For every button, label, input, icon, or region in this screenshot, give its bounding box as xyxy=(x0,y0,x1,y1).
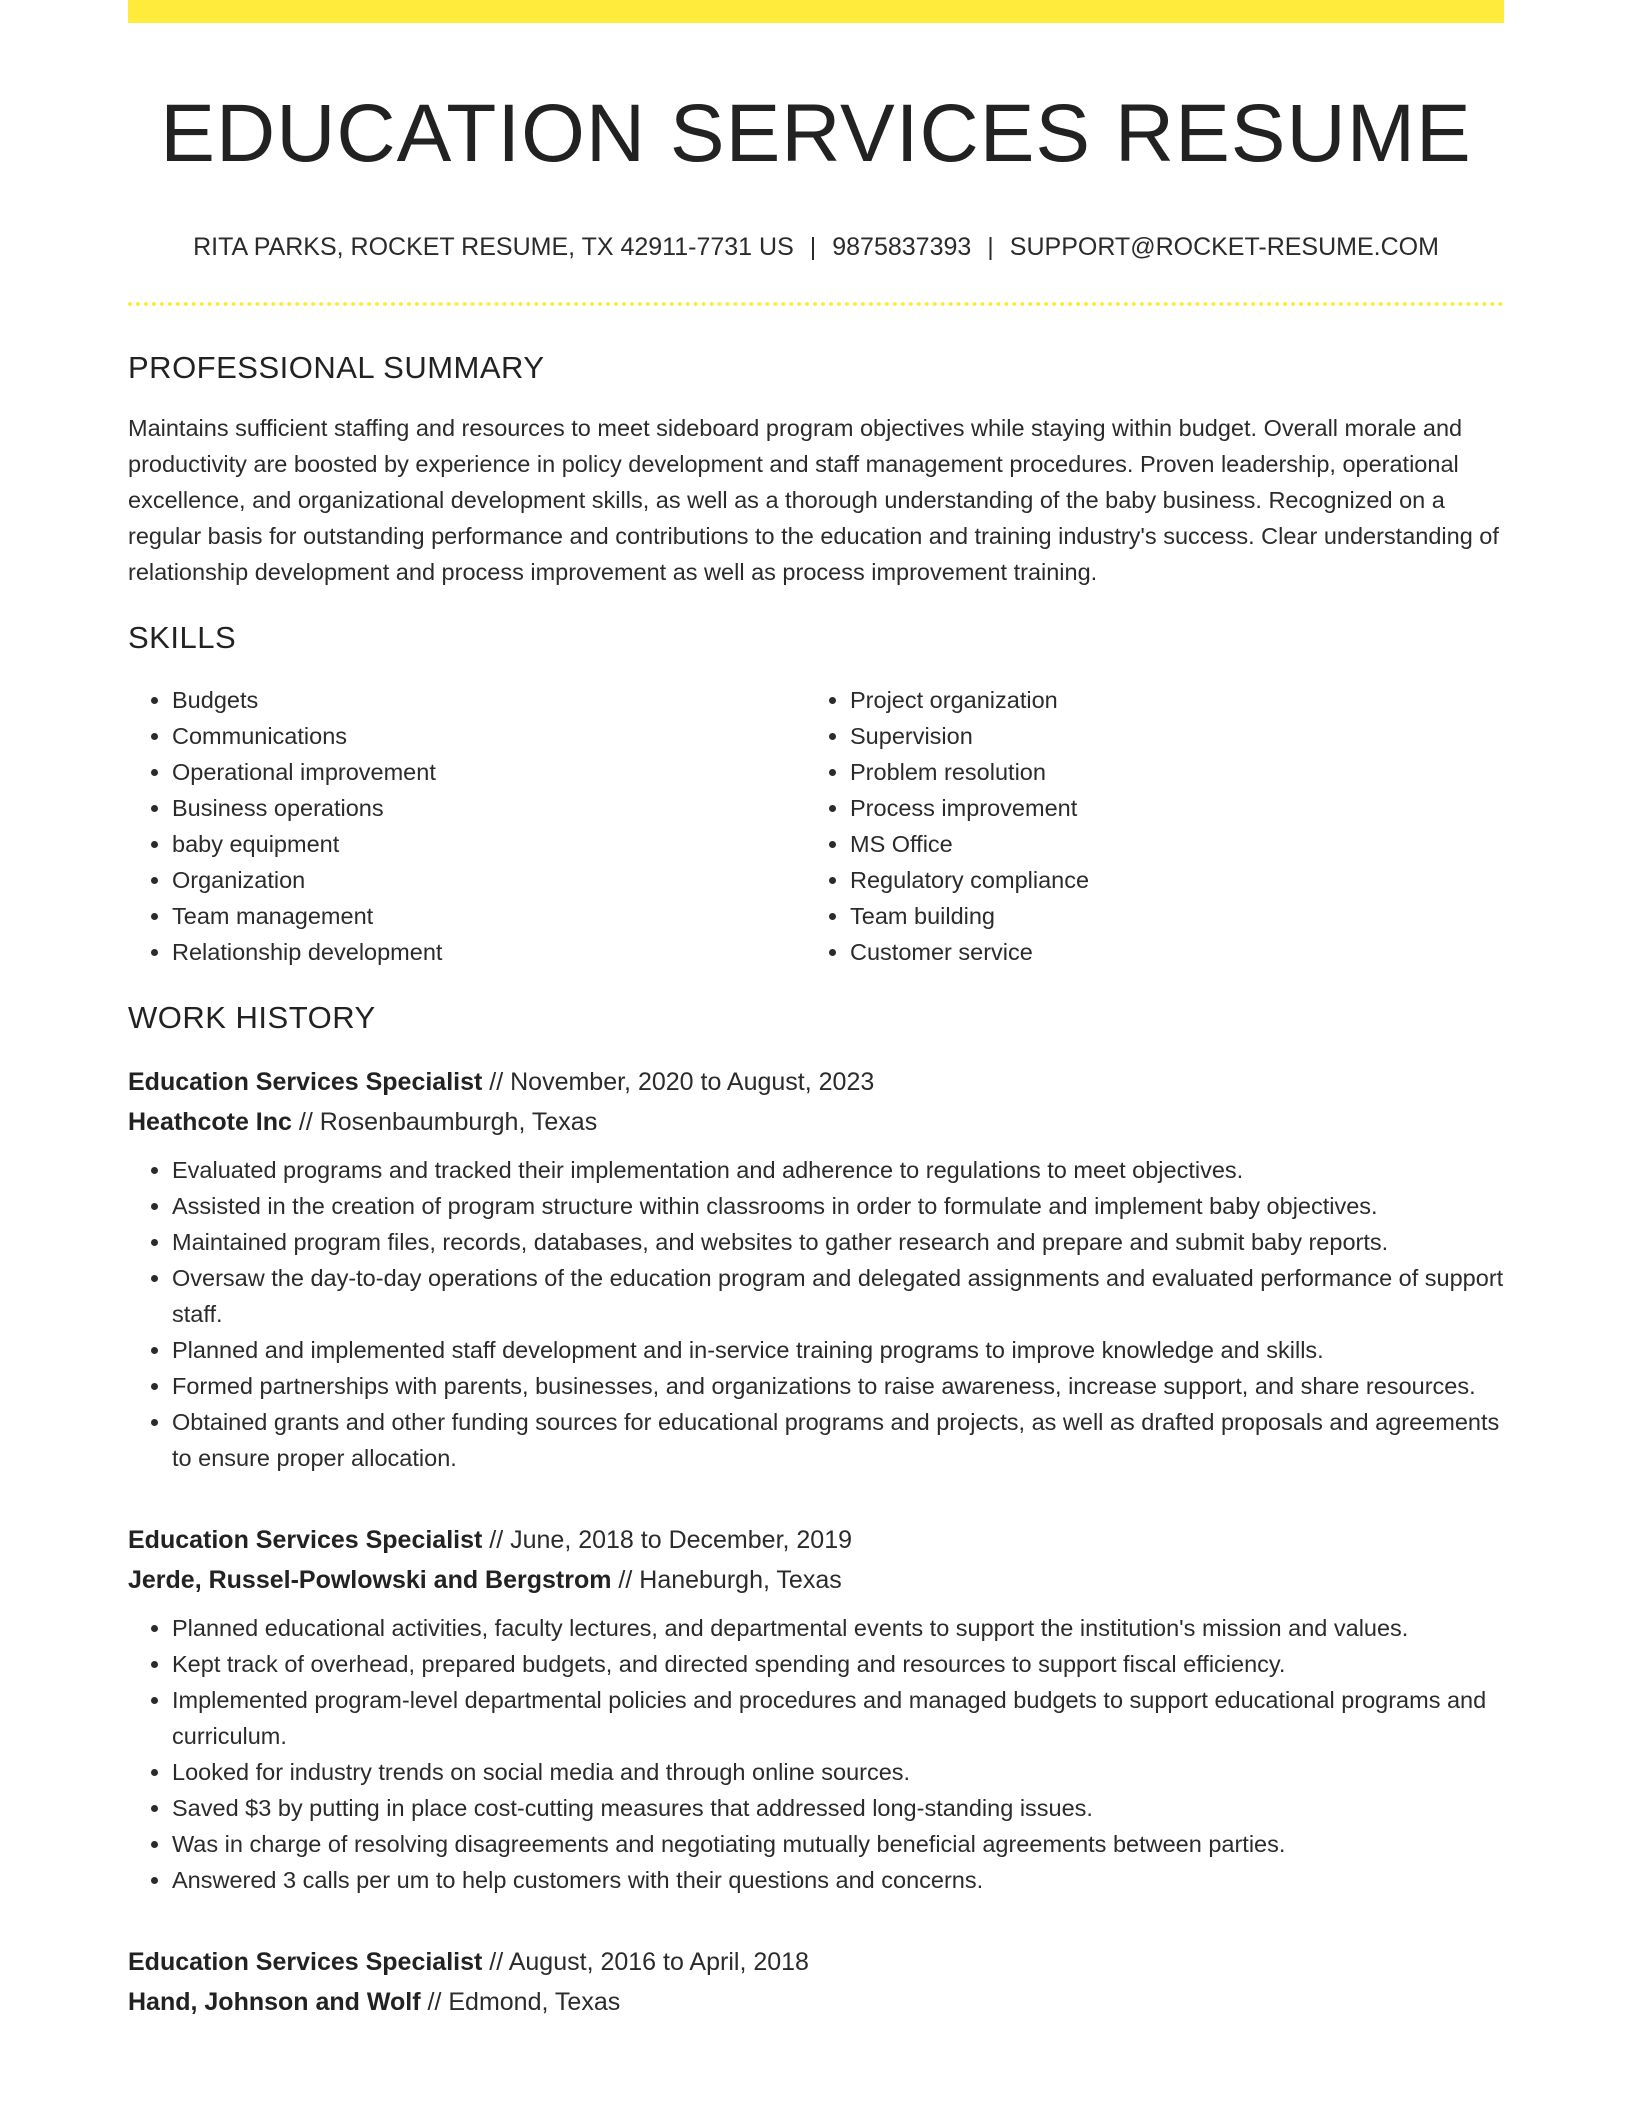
job-bullet: • Assisted in the creation of program structure within classrooms in order to formulate and implement baby objectives. xyxy=(172,1188,1504,1224)
job-entry xyxy=(128,1520,1504,1898)
page-title: EDUCATION SERVICES RESUME xyxy=(160,88,1472,179)
job-bullet: • Evaluated programs and tracked their implementation and adherence to regulations to meet objectives. xyxy=(172,1152,1504,1188)
job-title-line xyxy=(128,1520,1504,1560)
job-bullet: • Oversaw the day-to-day operations of the education program and delegated assignments and evaluated performance of support staff. xyxy=(172,1260,1504,1332)
job-company-line xyxy=(128,1560,1504,1600)
job-company: Hand, Johnson and Wolf xyxy=(128,1987,421,2016)
skill-item: • Communications xyxy=(172,718,806,754)
work-history-heading: WORK HISTORY xyxy=(128,999,376,1035)
job-bullet: • Answered 3 calls per um to help customers with their questions and concerns. xyxy=(172,1862,1504,1898)
skills-columns xyxy=(128,682,1504,970)
skill-item: • baby equipment xyxy=(172,826,806,862)
skills-heading: SKILLS xyxy=(128,619,237,655)
job-company-line xyxy=(128,1982,1504,2022)
job-bullet: • Maintained program files, records, databases, and websites to gather research and prepare and submit baby reports. xyxy=(172,1224,1504,1260)
job-bullet: • Planned and implemented staff development and in-service training programs to improve knowledge and skills. xyxy=(172,1332,1504,1368)
job-company: Heathcote Inc xyxy=(128,1107,292,1136)
job-company-line xyxy=(128,1102,1504,1142)
job-location: // Rosenbaumburgh, Texas xyxy=(291,1107,598,1136)
summary-heading: PROFESSIONAL SUMMARY xyxy=(128,349,545,385)
job-bullet: • Looked for industry trends on social media and through online sources. xyxy=(172,1754,1504,1790)
job-bullet: • Obtained grants and other funding sources for educational programs and projects, as well as drafted proposals and agreements to ensure proper allocation. xyxy=(172,1404,1504,1476)
job-title: Education Services Specialist xyxy=(128,1067,483,1096)
skills-list-right xyxy=(806,682,1490,970)
job-title: Education Services Specialist xyxy=(128,1525,483,1554)
contact-separator: | xyxy=(809,233,817,262)
job-bullets xyxy=(128,1152,1504,1476)
job-entry xyxy=(128,1062,1504,1476)
job-location: // Edmond, Texas xyxy=(420,1987,621,2016)
job-bullet: • Formed partnerships with parents, businesses, and organizations to raise awareness, increase support, and share resources. xyxy=(172,1368,1504,1404)
job-company: Jerde, Russel-Powlowski and Bergstrom xyxy=(128,1565,612,1594)
job-title: Education Services Specialist xyxy=(128,1947,483,1976)
job-dates: // June, 2018 to December, 2019 xyxy=(482,1525,853,1554)
job-dates: // August, 2016 to April, 2018 xyxy=(482,1947,809,1976)
contact-email: SUPPORT@ROCKET-RESUME.COM xyxy=(1009,233,1439,262)
skill-item: • Team management xyxy=(172,898,806,934)
contact-address: RITA PARKS, ROCKET RESUME, TX 42911-7731 US xyxy=(193,233,794,262)
job-bullet: • Was in charge of resolving disagreements and negotiating mutually beneficial agreements between parties. xyxy=(172,1826,1504,1862)
skill-item: • Regulatory compliance xyxy=(850,862,1490,898)
skill-item: • Problem resolution xyxy=(850,754,1490,790)
job-bullets xyxy=(128,1610,1504,1898)
job-location: // Haneburgh, Texas xyxy=(611,1565,842,1594)
skill-item: • Budgets xyxy=(172,682,806,718)
resume-page xyxy=(128,0,1504,2022)
contact-line xyxy=(128,231,1504,264)
skill-item: • Supervision xyxy=(850,718,1490,754)
job-bullet: • Saved $3 by putting in place cost-cutting measures that addressed long-standing issues. xyxy=(172,1790,1504,1826)
job-bullet: • Kept track of overhead, prepared budgets, and directed spending and resources to support fiscal efficiency. xyxy=(172,1646,1504,1682)
job-bullet: • Implemented program-level departmental policies and procedures and managed budgets to support educational programs and curriculum. xyxy=(172,1682,1504,1754)
skill-item: • Relationship development xyxy=(172,934,806,970)
skill-item: • Operational improvement xyxy=(172,754,806,790)
top-accent-bar xyxy=(128,0,1504,23)
skill-item: • Customer service xyxy=(850,934,1490,970)
skill-item: • Organization xyxy=(172,862,806,898)
skills-list-left xyxy=(128,682,806,970)
job-bullet: • Planned educational activities, faculty lectures, and departmental events to support the institution's mission and values. xyxy=(172,1610,1504,1646)
contact-phone: 9875837393 xyxy=(832,233,972,262)
summary-text: Maintains sufficient staffing and resources to meet sideboard program objectives while staying within budget. Overall morale and productivity are boosted by experience in policy development and staff management procedures. Proven leadership, operational excellence, and organizational development skills, as well as a thorough understanding of the baby business. Recognized on a regular basis for outstanding performance and contributions to the education and training industry's success. Clear understanding of relationship development and process improvement as well as process improvement training. xyxy=(128,414,1499,585)
job-dates: // November, 2020 to August, 2023 xyxy=(482,1067,875,1096)
job-entry xyxy=(128,1942,1504,2022)
skill-item: • Process improvement xyxy=(850,790,1490,826)
skill-item: • Business operations xyxy=(172,790,806,826)
contact-separator: | xyxy=(987,233,994,262)
dotted-divider xyxy=(128,302,1504,306)
job-title-line xyxy=(128,1942,1504,1982)
skill-item: • Project organization xyxy=(850,682,1490,718)
skill-item: • Team building xyxy=(850,898,1490,934)
skill-item: • MS Office xyxy=(850,826,1490,862)
job-title-line xyxy=(128,1062,1504,1102)
